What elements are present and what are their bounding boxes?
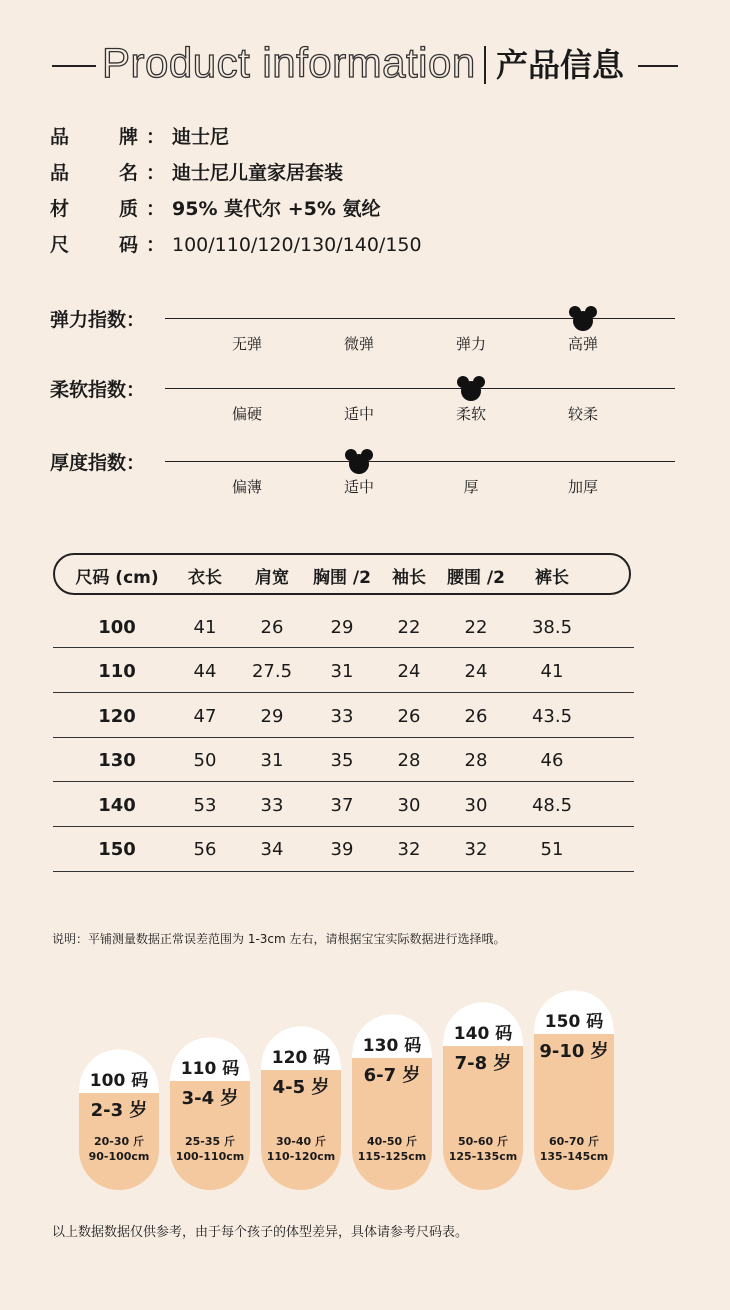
- info-label-char: 品: [50, 162, 70, 184]
- table-row-divider: [53, 826, 634, 827]
- table-size-cell: 120: [98, 706, 136, 727]
- size-badge-weight: 25-35 斤: [184, 1135, 235, 1148]
- index-tick-label: 厚: [463, 478, 479, 496]
- table-cell: 24: [397, 661, 421, 682]
- table-cell: 27.5: [251, 661, 293, 682]
- size-badge-code: 100 码: [89, 1071, 149, 1091]
- index-tick-label: 偏硬: [231, 405, 262, 423]
- info-label-char: 牌: [118, 126, 138, 148]
- table-size-cell: 140: [98, 795, 136, 816]
- index-scale-line: [165, 461, 675, 462]
- table-cell: 24: [464, 661, 488, 682]
- header-right-rule: [638, 65, 678, 67]
- table-cell: 41: [193, 617, 217, 638]
- info-colon: ：: [146, 162, 166, 184]
- table-cell: 33: [330, 706, 354, 727]
- table-cell: 22: [464, 617, 488, 638]
- info-label-char: 码: [118, 234, 138, 256]
- info-colon: ：: [146, 198, 166, 220]
- table-header-cell: 肩宽: [255, 568, 289, 588]
- header-separator: [484, 46, 486, 84]
- table-cell: 26: [464, 706, 488, 727]
- size-badge: [534, 990, 614, 1190]
- mickey-head-icon: [569, 305, 597, 333]
- info-value: 95% 莫代尔 +5% 氨纶: [172, 198, 381, 220]
- table-cell: 29: [260, 706, 284, 727]
- table-cell: 31: [260, 750, 284, 771]
- table-cell: 30: [397, 795, 421, 816]
- size-badge-height: 90-100cm: [88, 1150, 150, 1163]
- size-badge: [352, 1014, 432, 1190]
- size-badge-height: 110-120cm: [266, 1150, 336, 1163]
- size-badge: [443, 1002, 523, 1190]
- size-badge: [261, 1026, 341, 1190]
- info-label-char: 名: [118, 162, 138, 184]
- table-size-cell: 150: [98, 839, 136, 860]
- table-cell: 28: [397, 750, 421, 771]
- index-title: 弹力指数：: [50, 309, 146, 331]
- index-tick-label: 较柔: [567, 405, 598, 423]
- table-row-divider: [53, 781, 634, 782]
- index-tick-label: 偏薄: [231, 478, 262, 496]
- size-badge-height: 100-110cm: [175, 1150, 245, 1163]
- table-cell: 26: [397, 706, 421, 727]
- info-label: [50, 158, 138, 188]
- table-cell: 56: [193, 839, 217, 860]
- size-badge-code: 140 码: [453, 1024, 513, 1044]
- size-badge-height: 115-125cm: [357, 1150, 427, 1163]
- table-cell: 35: [330, 750, 354, 771]
- size-badge-weight: 30-40 斤: [275, 1135, 326, 1148]
- table-header-cell: 袖长: [392, 568, 426, 588]
- table-cell: 43.5: [531, 706, 573, 727]
- size-badge-age: 4-5 岁: [272, 1077, 330, 1098]
- size-badge-height: 125-135cm: [448, 1150, 518, 1163]
- info-row: [50, 194, 670, 224]
- table-size-cell: 100: [98, 617, 136, 638]
- size-badge: [79, 1049, 159, 1190]
- table-cell: 51: [540, 839, 564, 860]
- info-row: [50, 158, 670, 188]
- mickey-head-icon: [345, 448, 373, 476]
- table-cell: 41: [540, 661, 564, 682]
- size-badge-code: 120 码: [271, 1048, 331, 1068]
- size-badge-weight: 60-70 斤: [548, 1135, 599, 1148]
- size-badge-code: 150 码: [544, 1012, 604, 1032]
- info-value: 迪士尼儿童家居套装: [172, 162, 344, 184]
- index-tick-label: 加厚: [567, 478, 598, 496]
- index-tick-label: 弹力: [455, 335, 486, 353]
- size-badge-age: 3-4 岁: [181, 1088, 239, 1109]
- table-row-divider: [53, 692, 634, 693]
- info-colon: ：: [146, 234, 166, 256]
- size-badge-code: 110 码: [180, 1059, 240, 1079]
- size-badge-height: 135-145cm: [539, 1150, 609, 1163]
- table-cell: 50: [193, 750, 217, 771]
- table-cell: 26: [260, 617, 284, 638]
- table-cell: 53: [193, 795, 217, 816]
- table-cell: 47: [193, 706, 217, 727]
- index-tick-label: 适中: [343, 478, 374, 496]
- header-left-rule: [52, 65, 96, 67]
- size-badge-code: 130 码: [362, 1036, 422, 1056]
- size-badge-weight: 50-60 斤: [457, 1135, 508, 1148]
- table-cell: 38.5: [531, 617, 573, 638]
- index-tick-label: 微弹: [343, 335, 374, 353]
- index-tick-label: 柔软: [455, 405, 486, 423]
- info-label: [50, 230, 138, 260]
- measurement-note: 说明：平铺测量数据正常误差范围为 1-3cm 左右，请根据宝宝实际数据进行选择哦。: [52, 932, 506, 946]
- table-cell: 32: [464, 839, 488, 860]
- header-title-en: Product information: [102, 39, 476, 86]
- index-scale-line: [165, 318, 675, 319]
- table-header-cell: 裤长: [535, 568, 569, 588]
- table-cell: 48.5: [531, 795, 573, 816]
- size-badge-age: 7-8 岁: [454, 1053, 512, 1074]
- table-row-divider: [53, 871, 634, 872]
- table-cell: 39: [330, 839, 354, 860]
- table-cell: 37: [330, 795, 354, 816]
- table-cell: 44: [193, 661, 217, 682]
- info-label-char: 材: [50, 198, 70, 220]
- header-title-cn: 产品信息: [496, 46, 625, 84]
- table-size-cell: 130: [98, 750, 136, 771]
- table-row-divider: [53, 647, 634, 648]
- table-size-cell: 110: [98, 661, 136, 682]
- size-badge: [170, 1037, 250, 1190]
- info-colon: ：: [146, 126, 166, 148]
- info-label: [50, 122, 138, 152]
- table-row-divider: [53, 737, 634, 738]
- size-badge-weight: 40-50 斤: [366, 1135, 417, 1148]
- mickey-head-icon: [457, 375, 485, 403]
- size-badge-age: 2-3 岁: [90, 1100, 148, 1121]
- footer-note: 以上数据数据仅供参考，由于每个孩子的体型差异，具体请参考尺码表。: [52, 1225, 469, 1240]
- index-title: 厚度指数：: [50, 452, 146, 474]
- table-cell: 28: [464, 750, 488, 771]
- info-label: [50, 194, 138, 224]
- table-cell: 32: [397, 839, 421, 860]
- table-header-cell: 腰围 /2: [447, 568, 505, 588]
- index-scale-line: [165, 388, 675, 389]
- table-cell: 29: [330, 617, 354, 638]
- info-value: 100/110/120/130/140/150: [172, 234, 422, 256]
- table-header-cell: 尺码 (cm): [75, 568, 159, 588]
- index-tick-label: 高弹: [567, 335, 598, 353]
- table-cell: 33: [260, 795, 284, 816]
- index-tick-label: 无弹: [231, 335, 262, 353]
- info-label-char: 品: [50, 126, 70, 148]
- table-cell: 34: [260, 839, 284, 860]
- size-badge-age: 6-7 岁: [363, 1065, 421, 1086]
- table-cell: 30: [464, 795, 488, 816]
- index-title: 柔软指数：: [50, 379, 146, 401]
- table-header-cell: 胸围 /2: [313, 568, 371, 588]
- info-label-char: 质: [118, 198, 138, 220]
- table-cell: 22: [397, 617, 421, 638]
- table-cell: 31: [330, 661, 354, 682]
- info-label-char: 尺: [50, 234, 70, 256]
- index-tick-label: 适中: [343, 405, 374, 423]
- table-header-cell: 衣长: [188, 568, 222, 588]
- size-badge-weight: 20-30 斤: [93, 1135, 144, 1148]
- size-badge-age: 9-10 岁: [539, 1041, 609, 1062]
- table-cell: 46: [540, 750, 564, 771]
- info-value: 迪士尼: [172, 126, 230, 148]
- info-row: [50, 122, 670, 152]
- info-row: [50, 230, 670, 260]
